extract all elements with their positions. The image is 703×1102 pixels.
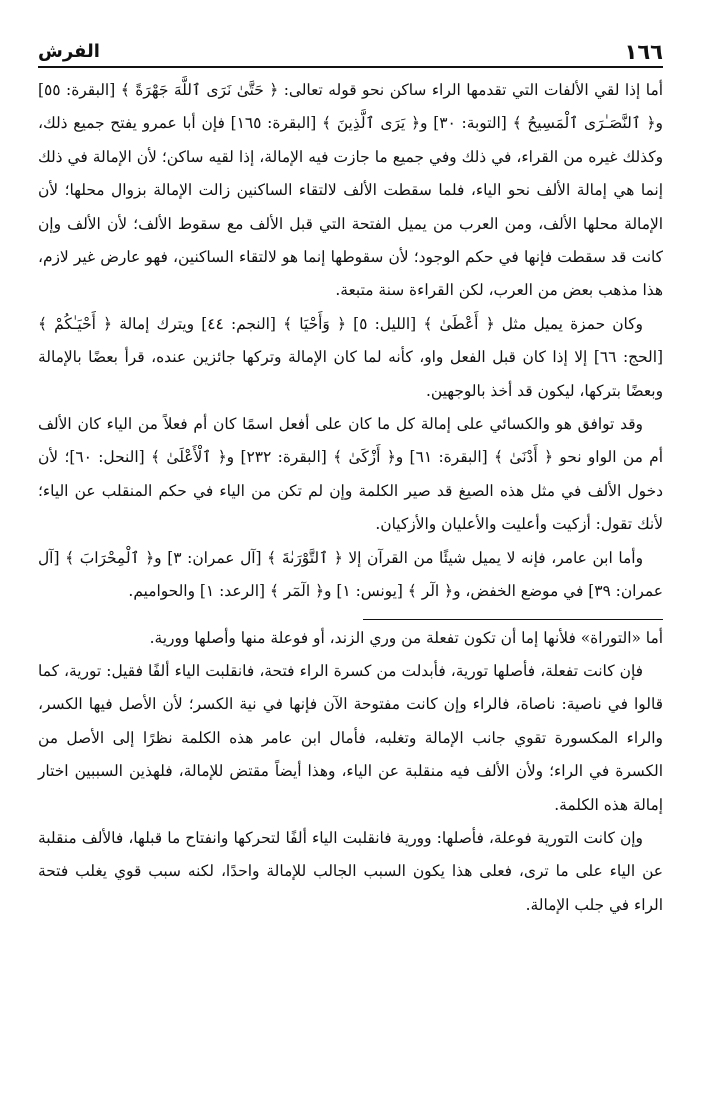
page-number: ١٦٦ [624,40,663,64]
page-header [38,36,663,68]
footnote-paragraph: أما «التوراة» فلأنها إما أن تكون تفعلة من وري الزند، أو فوعلة منها وأصلها وورية. [149,628,663,647]
paragraph: وأما ابن عامر، فإنه لا يميل شيئًا من القرآن إلا ﴿ ٱلتَّوْرَىٰةَ ﴾ [آل عمران: ٣] و﴿ ٱلْمِحْرَابَ ﴾ [آل عمران: ٣٩] في موضع الخفض، و﴿ الٓر ﴾ [يونس: ١] و﴿ الٓمٓر ﴾ [الرعد: ١] والحواميم. [38,548,663,601]
main-text [38,74,663,922]
paragraph: أما إذا لقي الألفات التي تقدمها الراء ساكن نحو قوله تعالى: ﴿ حَتَّىٰ نَرَى ٱللَّهَ جَهْرَةً ﴾ [البقرة: ٥٥] و﴿ ٱلنَّصَـٰرَى ٱلْمَسِيحُ ﴾ [التوبة: ٣٠] و﴿ يَرَى ٱلَّذِينَ ﴾ [البقرة: ١٦٥] فإن أبا عمرو يفتح جميع ذلك، وكذلك غيره من القراء، في ذلك وفي جميع ما جازت فيه الإمالة، إذا لقيه ساكن؛ لأن الإمالة في ذلك إنما هي إمالة الألف نحو الياء، فلما سقطت الألف لالتقاء الساكنين زالت الإمالة بزوال محلها؛ لأن الإمالة محلها الألف، ومن العرب من يميل الفتحة التي قبل الألف مع سقوط الألف؛ لأن الألف وإن كانت قد سقطت فإنها في حكم الوجود؛ لأن سقوطها إنما هو لالتقاء الساكنين، فهو عارض غير لازم، هذا مذهب بعض من العرب، لكن القراءة سنة متبعة. [38,81,663,300]
paragraph: وكان حمزة يميل مثل ﴿ أَعْطَىٰ ﴾ [الليل: ٥] ﴿ وَأَحْيَا ﴾ [النجم: ٤٤] ويترك إمالة ﴿ أَحْيَـٰكُمْ ﴾ [الحج: ٦٦] إلا إذا كان قبل الفعل واو، كأنه لما كان الإمالة وتركها جائزين عنده، قرأ بعضًا بالإمالة وبعضًا بتركها، ليكون قد أخذ بالوجهين. [38,314,663,400]
footnote-divider [363,619,663,620]
section-title: الفرش [38,41,100,62]
paragraph: وقد توافق هو والكسائي على إمالة كل ما كان على أفعل اسمًا كان أم فعلاً من الياء كان الألف أم من الواو نحو ﴿ أَدْنَىٰ ﴾ [البقرة: ٦١] و﴿ أَزْكَىٰ ﴾ [البقرة: ٢٣٢] و﴿ ٱلْأَعْلَىٰ ﴾ [النحل: ٦٠]؛ لأن دخول الألف في مثل هذه الصيغ قد صير الكلمة وإن لم تكن من الياء في حكم المنقلب عن الياء؛ لأنك تقول: أزكيت وأعليت والأعليان والأزكيان. [38,415,663,534]
footnote-paragraph: وإن كانت التورية فوعلة، فأصلها: وورية فانقلبت الياء ألفًا لتحركها وانفتاح ما قبلها، فالألف منقلبة عن الياء على ما ترى، فعلى هذا يكون السبب الجالب للإمالة واحدًا، لكنه سبب قوي يغلب فتحة الراء في جلب الإمالة. [38,828,663,914]
footnote-paragraph: فإن كانت تفعلة، فأصلها تورية، فأبدلت من كسرة الراء فتحة، فانقلبت الياء ألفًا فقيل: تورية، كما قالوا في ناصية: ناصاة، فالراء وإن كانت مفتوحة الآن فإنها في نية الكسر؛ لأن الأصل فيها الكسر، والراء المكسورة تقوي جانب الإمالة وتغلبه، فأمال ابن عامر هذه الكلمة نظرًا إلى الأصل من الكسرة في الراء؛ ولأن الألف فيه منقلبة عن الياء، وهذا أيضاً مقتض للإمالة، فلهذين السببين اختار إمالة هذه الكلمة. [38,661,663,814]
